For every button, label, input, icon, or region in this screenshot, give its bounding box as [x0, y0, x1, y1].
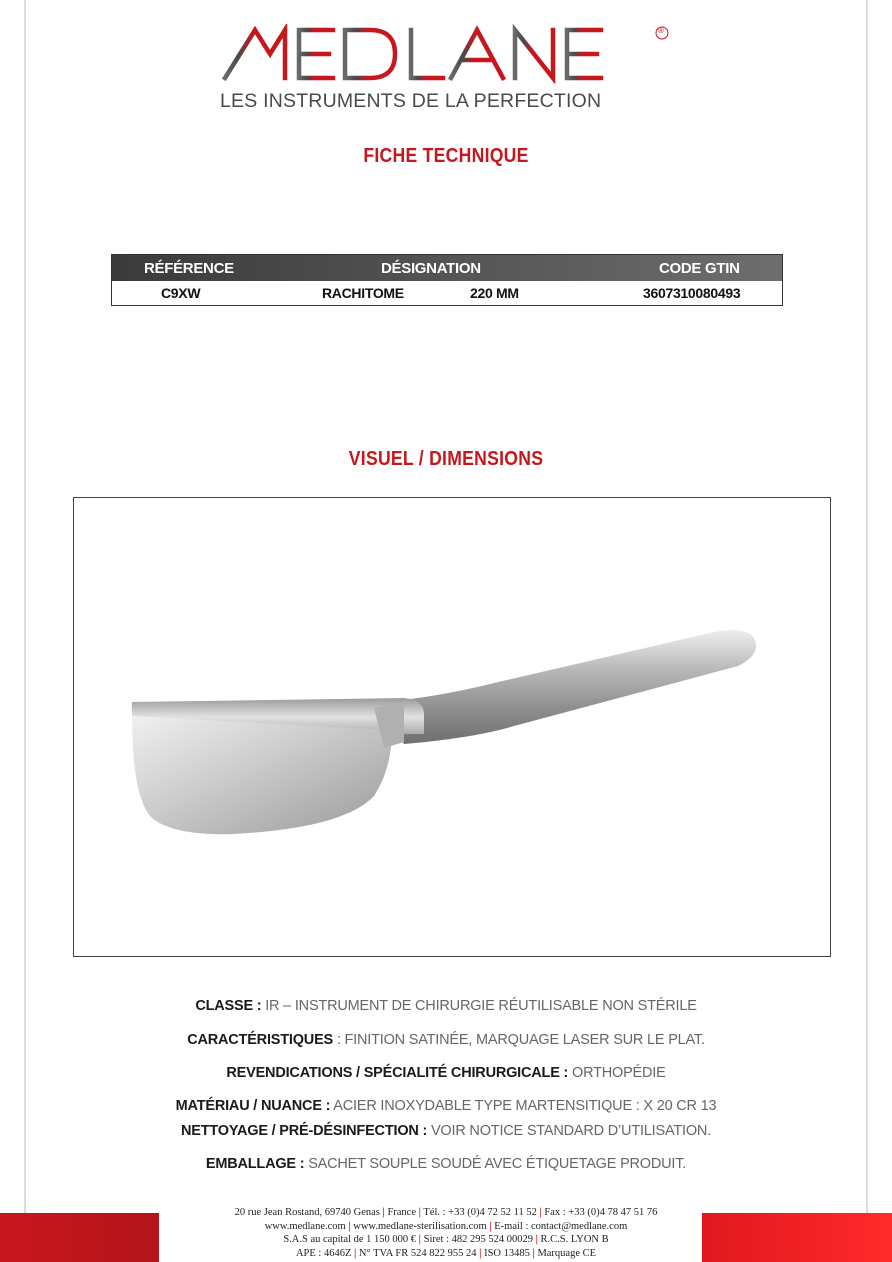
cell-size: 220 MM [470, 285, 519, 301]
spec-emballage [0, 1156, 892, 1172]
fiche-technique-title: FICHE TECHNIQUE [363, 145, 529, 167]
spec-value: ACIER INOXYDABLE TYPE MARTENSITIQUE : X 20 CR 13 [330, 1098, 717, 1114]
spec-label: EMBALLAGE : [205, 1156, 305, 1172]
header-reference: RÉFÉRENCE [144, 259, 234, 277]
rachitome-instrument-image [74, 498, 831, 957]
visual-dimensions-title: VISUEL / DIMENSIONS [348, 448, 544, 470]
product-image-frame [73, 497, 831, 957]
sterilisation-website-link[interactable]: www.medlane-sterilisation.com [353, 1220, 487, 1232]
spec-label: CARACTÉRISTIQUES [187, 1032, 334, 1048]
footer-line-1: 20 rue Jean Rostand, 69740 Genas | France | Tél. : +33 (0)4 72 52 11 52 | Fax : +33 (0)4 78 47 51 76 [234, 1207, 658, 1218]
spec-value: : FINITION SATINÉE, MARQUAGE LASER SUR LE PLAT. [333, 1032, 705, 1048]
reference-table [111, 254, 783, 306]
cell-gtin: 3607310080493 [643, 285, 741, 301]
registered-mark: ® [658, 26, 664, 35]
spec-label: NETTOYAGE / PRÉ-DÉSINFECTION : [180, 1123, 428, 1139]
spec-value: SACHET SOUPLE SOUDÉ AVEC ÉTIQUETAGE PRODUIT. [304, 1156, 687, 1172]
spec-classe [0, 998, 892, 1014]
spec-caracteristiques [0, 1032, 892, 1048]
spec-nettoyage [0, 1123, 892, 1139]
website-link[interactable]: www.medlane.com [264, 1220, 346, 1232]
spec-value: IR – INSTRUMENT DE CHIRURGIE RÉUTILISABLE NON STÉRILE [261, 998, 697, 1014]
cell-reference: C9XW [161, 285, 201, 301]
brand-tagline: LES INSTRUMENTS DE LA PERFECTION [220, 90, 602, 112]
footer-address [0, 1206, 892, 1260]
email-link[interactable]: E-mail : contact@medlane.com [494, 1220, 628, 1232]
spec-label: CLASSE : [195, 998, 262, 1014]
spec-label: REVENDICATIONS / SPÉCIALITÉ CHIRURGICALE : [226, 1065, 569, 1081]
header-gtin: CODE GTIN [659, 259, 740, 277]
table-row [112, 281, 782, 305]
cell-designation: RACHITOME [322, 285, 404, 301]
footer-line-4: APE : 4646Z | N° TVA FR 524 822 955 24 | ISO 13485 | Marquage CE [295, 1247, 597, 1259]
footer-line-3: S.A.S au capital de 1 150 000 € | Siret : 482 295 524 00029 | R.C.S. LYON B [283, 1234, 609, 1245]
spec-value: VOIR NOTICE STANDARD D’UTILISATION. [427, 1123, 712, 1139]
spec-revendications [0, 1065, 892, 1081]
footer-line-2: www.medlane.com | www.medlane-sterilisation.com | E-mail : contact@medlane.com [264, 1220, 628, 1232]
header-designation: DÉSIGNATION [381, 259, 481, 277]
spec-label: MATÉRIAU / NUANCE : [175, 1098, 331, 1114]
spec-materiau [0, 1098, 892, 1114]
spec-value: ORTHOPÉDIE [568, 1065, 666, 1081]
table-header-row [112, 255, 782, 281]
